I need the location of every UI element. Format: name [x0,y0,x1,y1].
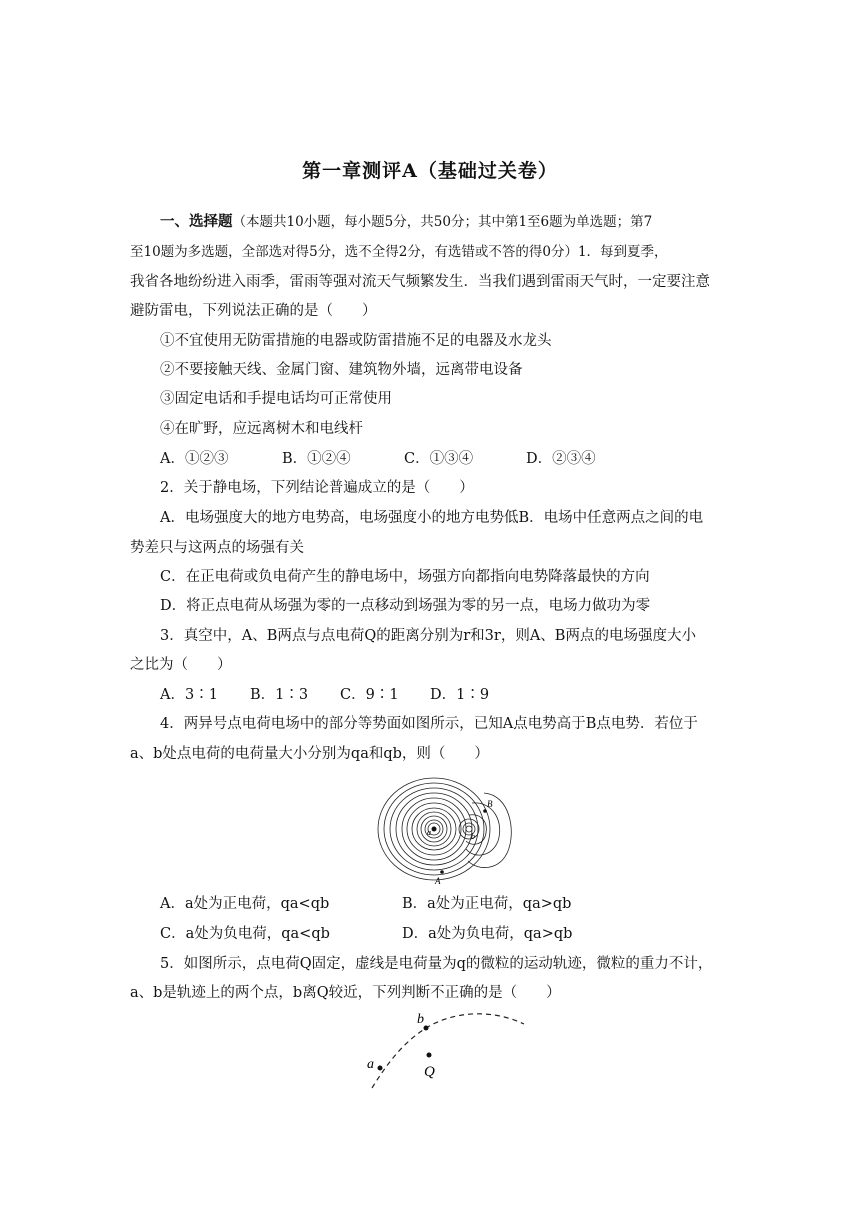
q1-statement-4: ④在旷野，应远离树木和电线杆 [160,421,363,437]
q4-stem-line-1: 4．两异号点电荷电场中的部分等势面如图所示，已知A点电势高于B点电势．若位于 [160,716,698,732]
label-Q: Q [424,1064,435,1080]
q1-statement-1: ①不宜使用无防雷措施的电器或防雷措施不足的电器及水龙头 [160,333,552,349]
q2-option-d: D．将正点电荷从场强为零的一点移动到场强为零的另一点，电场力做功为零 [160,598,651,614]
charge-a-dot [432,827,437,832]
q2-stem: 2．关于静电场，下列结论普遍成立的是（ ） [160,480,474,496]
section-intro-line-1 [160,212,760,232]
q1-option-c[interactable]: C．①③④ [404,451,474,467]
q4-option-d[interactable]: D．a处为负电荷，qa>qb [402,926,573,942]
q4-option-a[interactable]: A．a处为正电荷，qa<qb [160,896,330,912]
q3-option-d[interactable]: D．1∶9 [430,687,490,703]
q3-stem-line-2: 之比为（ ） [130,657,232,673]
q1-option-a[interactable]: A．①②③ [160,451,229,467]
q5-stem-line-2: a、b是轨迹上的两个点，b离Q较近，下列判断不正确的是（ ） [130,985,561,1001]
section-intro-line-2: 至10题为多选题，全部选对得5分，选不全得2分，有选错或不答的得0分）1．每到夏季， [130,244,668,260]
q4-option-b[interactable]: B．a处为正电荷，qa>qb [402,896,572,912]
charge-Q-dot [427,1053,432,1058]
q4-options-row-1 [160,894,760,914]
q1-statement-3: ③固定电话和手提电话均可正常使用 [160,391,392,407]
label-b: b [471,832,475,841]
q1-stem-line-1: 我省各地纷纷进入雨季，雷雨等强对流天气频繁发生．当我们遇到雷雨天气时，一定要注意 [130,274,710,290]
equipotential-lines [378,778,511,880]
q4-options-row-2 [160,924,760,944]
q1-statement-2: ②不要接触天线、金属门窗、建筑物外墙，远离带电设备 [160,362,523,378]
point-a-dot [378,1066,383,1071]
label-A: A [435,876,441,886]
q1-option-d[interactable]: D．②③④ [526,451,596,467]
q3-option-a[interactable]: A．3∶1 [160,687,218,703]
point-A-dot [440,870,444,874]
label-a: a [427,828,431,837]
q5-stem-line-1: 5．如图所示，点电荷Q固定，虚线是电荷量为q的微粒的运动轨迹，微粒的重力不计， [160,956,713,972]
label-a: a [367,1057,374,1072]
q3-option-c[interactable]: C．9∶1 [340,687,399,703]
q1-options [160,449,760,469]
q3-options [160,685,760,705]
page-title: 第一章测评A（基础过关卷） [302,160,558,182]
trajectory-dashed-line [372,1014,524,1088]
point-b-dot [424,1026,429,1031]
label-b: b [417,1012,424,1027]
trajectory-figure [360,1006,530,1094]
label-B: B [487,799,493,809]
q2-option-a: A．电场强度大的地方电势高，电场强度小的地方电势低B．电场中任意两点之间的电 [160,510,704,526]
q2-option-c: C．在正电荷或负电荷产生的静电场中，场强方向都指向电势降落最快的方向 [160,569,650,585]
q1-option-b[interactable]: B．①②④ [282,451,351,467]
q2-option-a-cont: 势差只与这两点的场强有关 [130,540,304,556]
q4-stem-line-2: a、b处点电荷的电荷量大小分别为qa和qb，则（ ） [130,746,489,762]
equipotential-figure [372,775,517,887]
q1-stem-line-2: 避防雷电，下列说法正确的是（ ） [130,303,377,319]
q4-option-c[interactable]: C．a处为负电荷，qa<qb [160,926,330,942]
section-intro-text-1: （本题共10小题，每小题5分，共50分；其中第1至6题为单选题；第7 [232,214,653,230]
q3-option-b[interactable]: B．1∶3 [250,687,309,703]
point-B-dot [483,809,487,813]
q3-stem-line-1: 3．真空中，A、B两点与点电荷Q的距离分别为r和3r，则A、B两点的电场强度大小 [160,628,696,644]
section-label: 一、选择题 [160,213,233,230]
